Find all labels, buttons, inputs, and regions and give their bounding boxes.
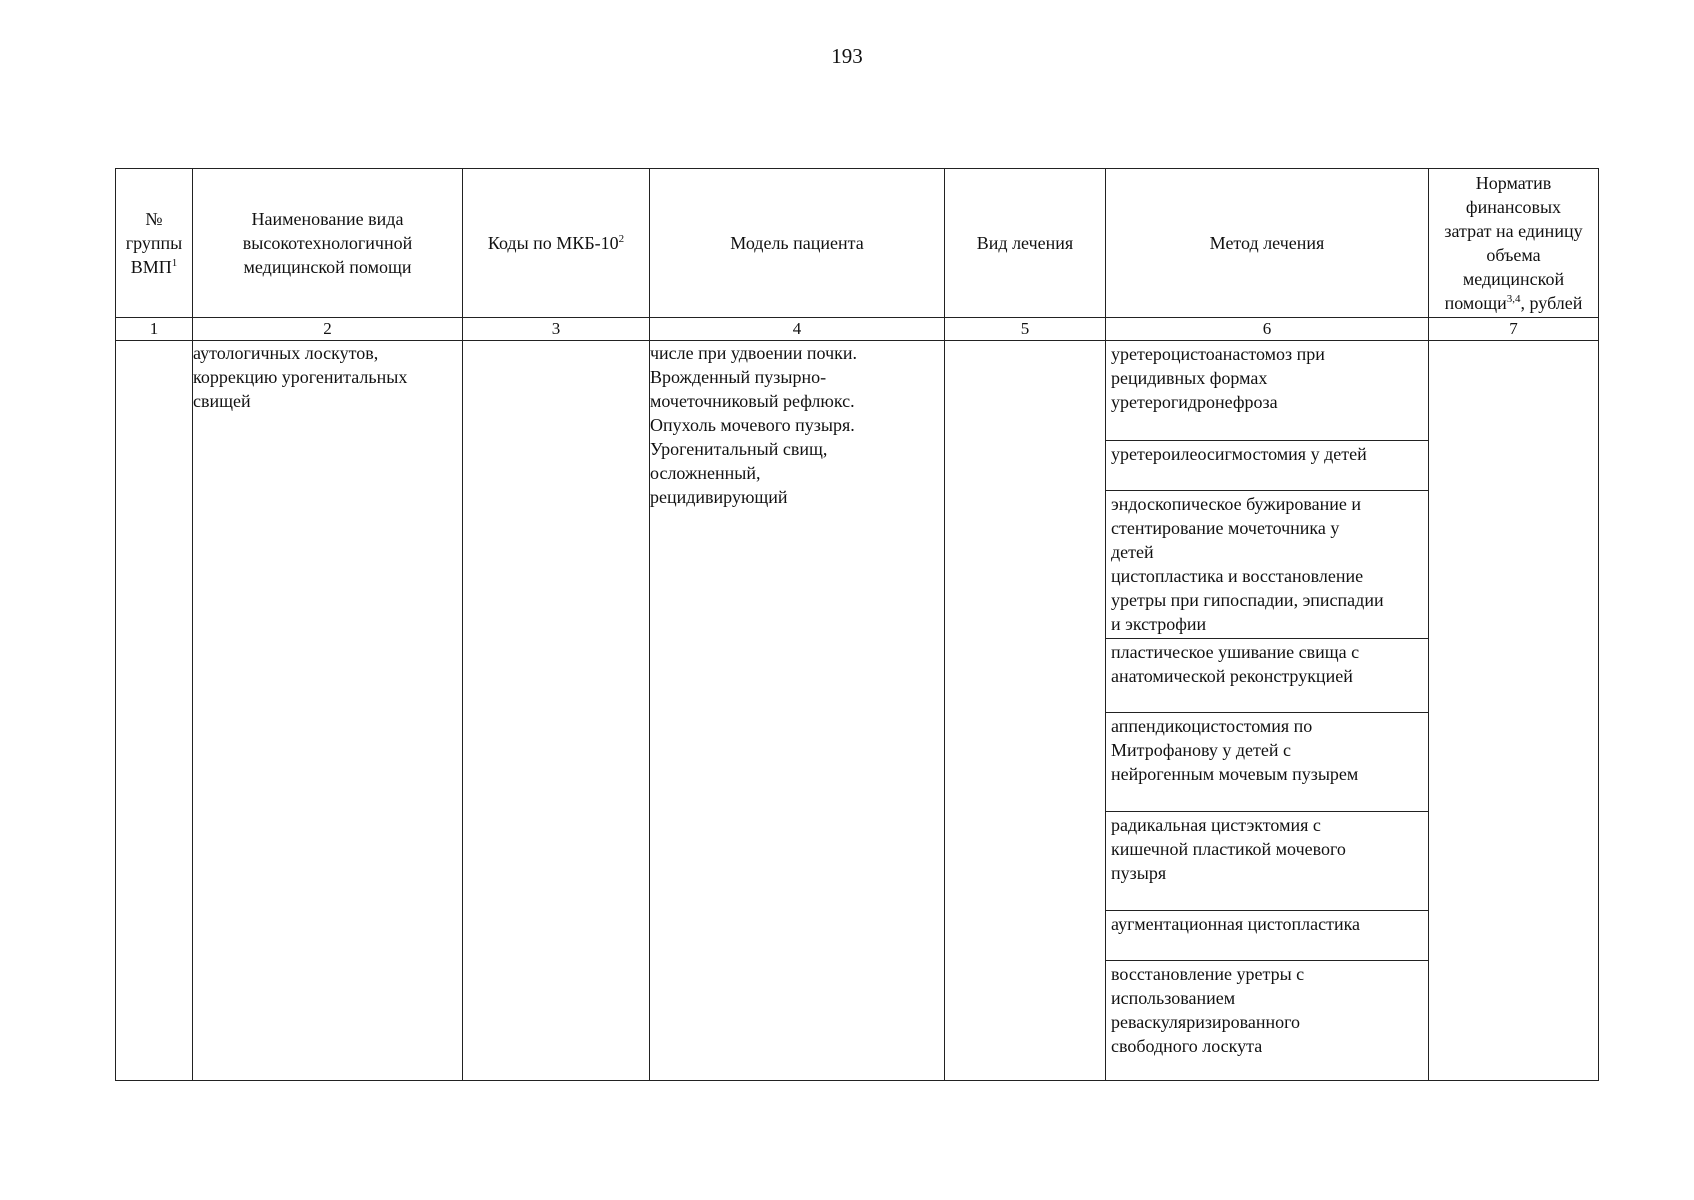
header-text: Наименование вида [251, 209, 404, 229]
header-text: медицинской [1462, 269, 1565, 289]
header-patient-model: Модель пациента [650, 169, 945, 318]
method-item [1106, 961, 1428, 1080]
cell-text: анатомической реконструкцией [1111, 666, 1353, 686]
header-text: объема [1486, 245, 1541, 265]
footnote-mark: 1 [171, 257, 178, 269]
cell-text: коррекцию урогенитальных [193, 367, 408, 387]
method-item [1106, 341, 1428, 441]
header-text: группы [125, 233, 183, 253]
care-type-cell [193, 341, 463, 1081]
numbering-row [116, 318, 1599, 341]
method-item [1106, 713, 1428, 812]
cell-text: свободного лоскута [1111, 1036, 1263, 1056]
col-number: 3 [463, 318, 650, 341]
cell-text: пузыря [1111, 863, 1167, 883]
header-treatment-type: Вид лечения [945, 169, 1106, 318]
header-group-number [116, 169, 193, 318]
cell-text: свищей [193, 391, 251, 411]
header-text: Коды по МКБ-10 [487, 233, 619, 253]
header-text: , рублей [1520, 293, 1583, 313]
method-item [1106, 911, 1428, 961]
header-text: Норматив [1475, 173, 1552, 193]
cell-text: использованием [1111, 988, 1236, 1008]
cell-text: нейрогенным мочевым пузырем [1111, 764, 1359, 784]
cell-text: аугментационная цистопластика [1111, 914, 1361, 934]
cell-text: аппендикоцистостомия по [1111, 716, 1313, 736]
header-text: ВМП [130, 257, 172, 277]
method-item [1106, 812, 1428, 911]
cell-text: реваскуляризированного [1111, 1012, 1301, 1032]
page-number: 193 [831, 44, 863, 68]
method-item [1106, 491, 1428, 639]
cell-text: эндоскопическое бужирование и [1111, 494, 1362, 514]
cell-text: цистопластика и восстановление [1111, 566, 1364, 586]
header-care-type [193, 169, 463, 318]
col-number: 4 [650, 318, 945, 341]
header-row [116, 169, 1599, 318]
icd-codes-cell [463, 341, 650, 1081]
cell-text: стентирование мочеточника у [1111, 518, 1340, 538]
vmp-table [115, 168, 1599, 1081]
cell-text: уретероилеосигмостомия у детей [1111, 444, 1367, 464]
cell-text: пластическое ушивание свища с [1111, 642, 1360, 662]
header-text: затрат на единицу [1444, 221, 1583, 241]
cell-text: рецидивных формах [1111, 368, 1268, 388]
cell-text: уретры при гипоспадии, эписпадии [1111, 590, 1384, 610]
cell-text: радикальная цистэктомия с [1111, 815, 1321, 835]
cell-text: уретероцистоанастомоз при [1111, 344, 1325, 364]
table-row [116, 341, 1599, 1081]
header-text: финансовых [1465, 197, 1562, 217]
group-number-cell [116, 341, 193, 1081]
header-text: № [145, 209, 163, 229]
cell-text: Опухоль мочевого пузыря. [650, 415, 855, 435]
cell-text: восстановление уретры с [1111, 964, 1305, 984]
method-item [1106, 441, 1428, 491]
cell-text: Врожденный пузырно- [650, 367, 827, 387]
header-icd-codes [463, 169, 650, 318]
cell-text: числе при удвоении почки. [650, 343, 858, 363]
cell-text: Митрофанову у детей с [1111, 740, 1292, 760]
header-text: высокотехнологичной [242, 233, 413, 253]
cell-text: мочеточниковый рефлюкс. [650, 391, 855, 411]
cell-text: рецидивирующий [650, 487, 788, 507]
header-text: помощи [1444, 293, 1507, 313]
footnote-mark: 2 [618, 233, 625, 245]
cell-text: и экстрофии [1111, 614, 1207, 634]
treatment-method-cell [1106, 341, 1429, 1081]
footnote-mark: 3,4 [1506, 293, 1521, 305]
header-treatment-method: Метод лечения [1106, 169, 1429, 318]
treatment-type-cell [945, 341, 1106, 1081]
col-number: 7 [1429, 318, 1599, 341]
col-number: 5 [945, 318, 1106, 341]
header-text: медицинской помощи [243, 257, 412, 277]
patient-model-cell [650, 341, 945, 1081]
cell-text: Урогенитальный свищ, [650, 439, 828, 459]
col-number: 6 [1106, 318, 1429, 341]
cell-text: аутологичных лоскутов, [193, 343, 379, 363]
col-number: 1 [116, 318, 193, 341]
cell-text: осложненный, [650, 463, 761, 483]
cell-text: кишечной пластикой мочевого [1111, 839, 1346, 859]
col-number: 2 [193, 318, 463, 341]
cell-text: уретерогидронефроза [1111, 392, 1278, 412]
method-item [1106, 639, 1428, 713]
cost-norm-cell [1429, 341, 1599, 1081]
cell-text: детей [1111, 542, 1154, 562]
header-cost-norm [1429, 169, 1599, 318]
